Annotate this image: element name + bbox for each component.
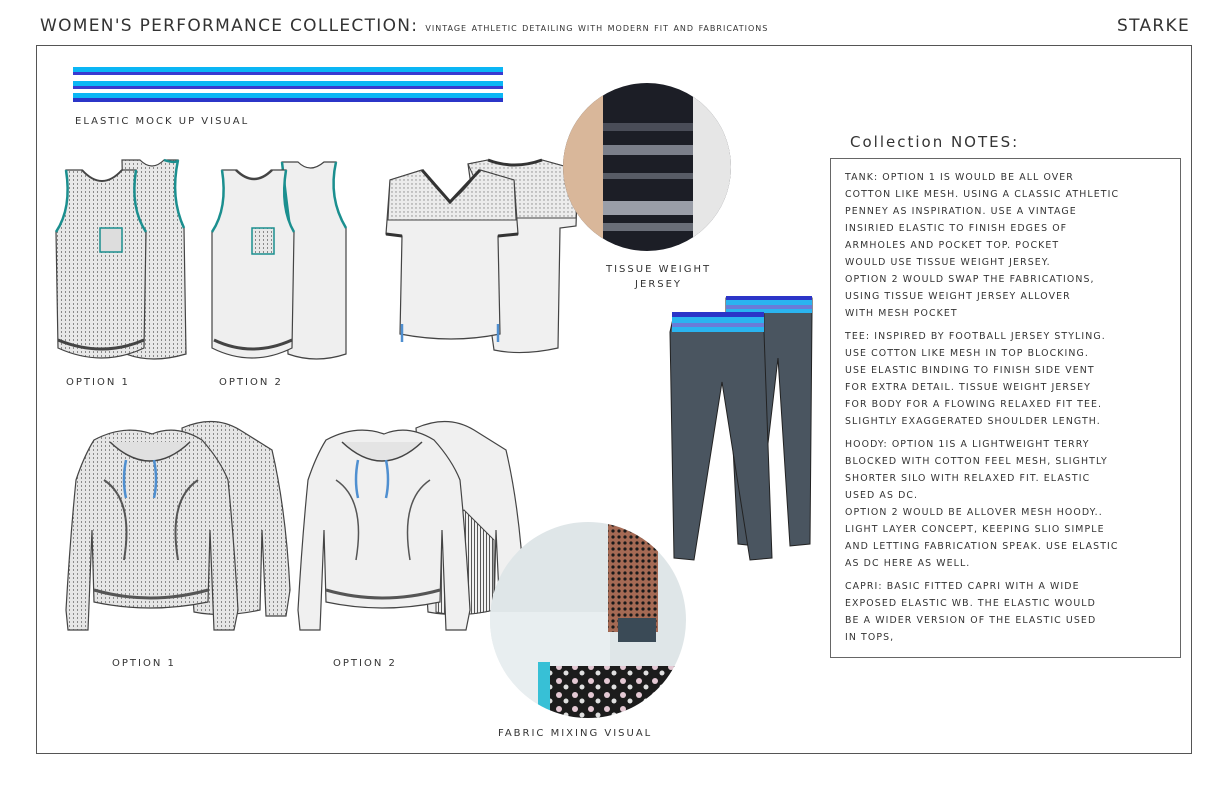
- notes-box: [830, 158, 1181, 658]
- fabric-mixing-image: [490, 522, 686, 718]
- note-tee: TEE: INSPIRED BY FOOTBALL JERSEY STYLING. USE COTTON LIKE MESH IN TOP BLOCKING. USE ELASTIC BINDING TO FINISH SIDE VENT FOR EXTRA DETAIL. TISSUE WEIGHT JERSEY FOR BODY FOR A FLOWING RELAXED FIT TEE. SLIGHTLY EXAGGERATED SHOULDER LENGTH.: [845, 331, 1106, 427]
- capri-sketch: [660, 292, 820, 562]
- collection-subtitle: vintage athletic detailing with modern fit and fabrications: [425, 21, 769, 34]
- page-header: [40, 16, 1190, 36]
- tank-option1-caption: OPTION 1: [66, 377, 130, 388]
- note-hoody: HOODY: OPTION 1IS A LIGHTWEIGHT TERRY BLOCKED WITH COTTON FEEL MESH, SLIGHTLY SHORTER SILO WITH RELAXED FIT. ELASTIC USED AS DC. OPTION 2 WOULD BE ALLOVER MESH HOODY.. LIGHT LAYER CONCEPT, KEEPING SLIO SIMPLE AND LETTING FABRICATION SPEAK. USE ELASTIC AS DC HERE AS WELL.: [845, 439, 1119, 569]
- brand-name: STARKE: [1117, 16, 1190, 36]
- fabric-mixing-photo: [490, 522, 686, 718]
- tissue-caption: TISSUE WEIGHT JERSEY: [606, 264, 712, 290]
- collection-title: WOMEN'S PERFORMANCE COLLECTION:: [40, 16, 419, 36]
- elastic-caption: ELASTIC MOCK UP VISUAL: [75, 116, 250, 127]
- note-capri: CAPRI: BASIC FITTED CAPRI WITH A WIDE EXPOSED ELASTIC WB. THE ELASTIC WOULD BE A WIDER VERSION OF THE ELASTIC USED IN TOPS,: [845, 581, 1097, 643]
- hoody-option1-caption: OPTION 1: [112, 658, 176, 669]
- tank-option2-caption: OPTION 2: [219, 377, 283, 388]
- tank-option1-sketch: [52, 158, 192, 368]
- fabric-mixing-caption: FABRIC MIXING VISUAL: [498, 728, 653, 739]
- hoody-option2-caption: OPTION 2: [333, 658, 397, 669]
- note-tank: TANK: OPTION 1 IS WOULD BE ALL OVER COTTON LIKE MESH. USING A CLASSIC ATHLETIC PENNEY AS INSPIRATION. USE A VINTAGE INSIRIED ELASTIC TO FINISH EDGES OF ARMHOLES AND POCKET TOP. POCKET WOULD USE TISSUE WEIGHT JERSEY. OPTION 2 WOULD SWAP THE FABRICATIONS, USING TISSUE WEIGHT JERSEY ALLOVER WITH MESH POCKET: [845, 172, 1120, 319]
- tank-option2-sketch: [206, 158, 356, 368]
- tissue-jersey-photo: [563, 83, 731, 251]
- tee-sketch: [382, 158, 582, 356]
- hoody-option1-sketch: [64, 420, 300, 634]
- tissue-jersey-image: [563, 83, 731, 251]
- elastic-mockup-visual: [73, 66, 503, 106]
- notes-title: Collection NOTES:: [850, 133, 1020, 151]
